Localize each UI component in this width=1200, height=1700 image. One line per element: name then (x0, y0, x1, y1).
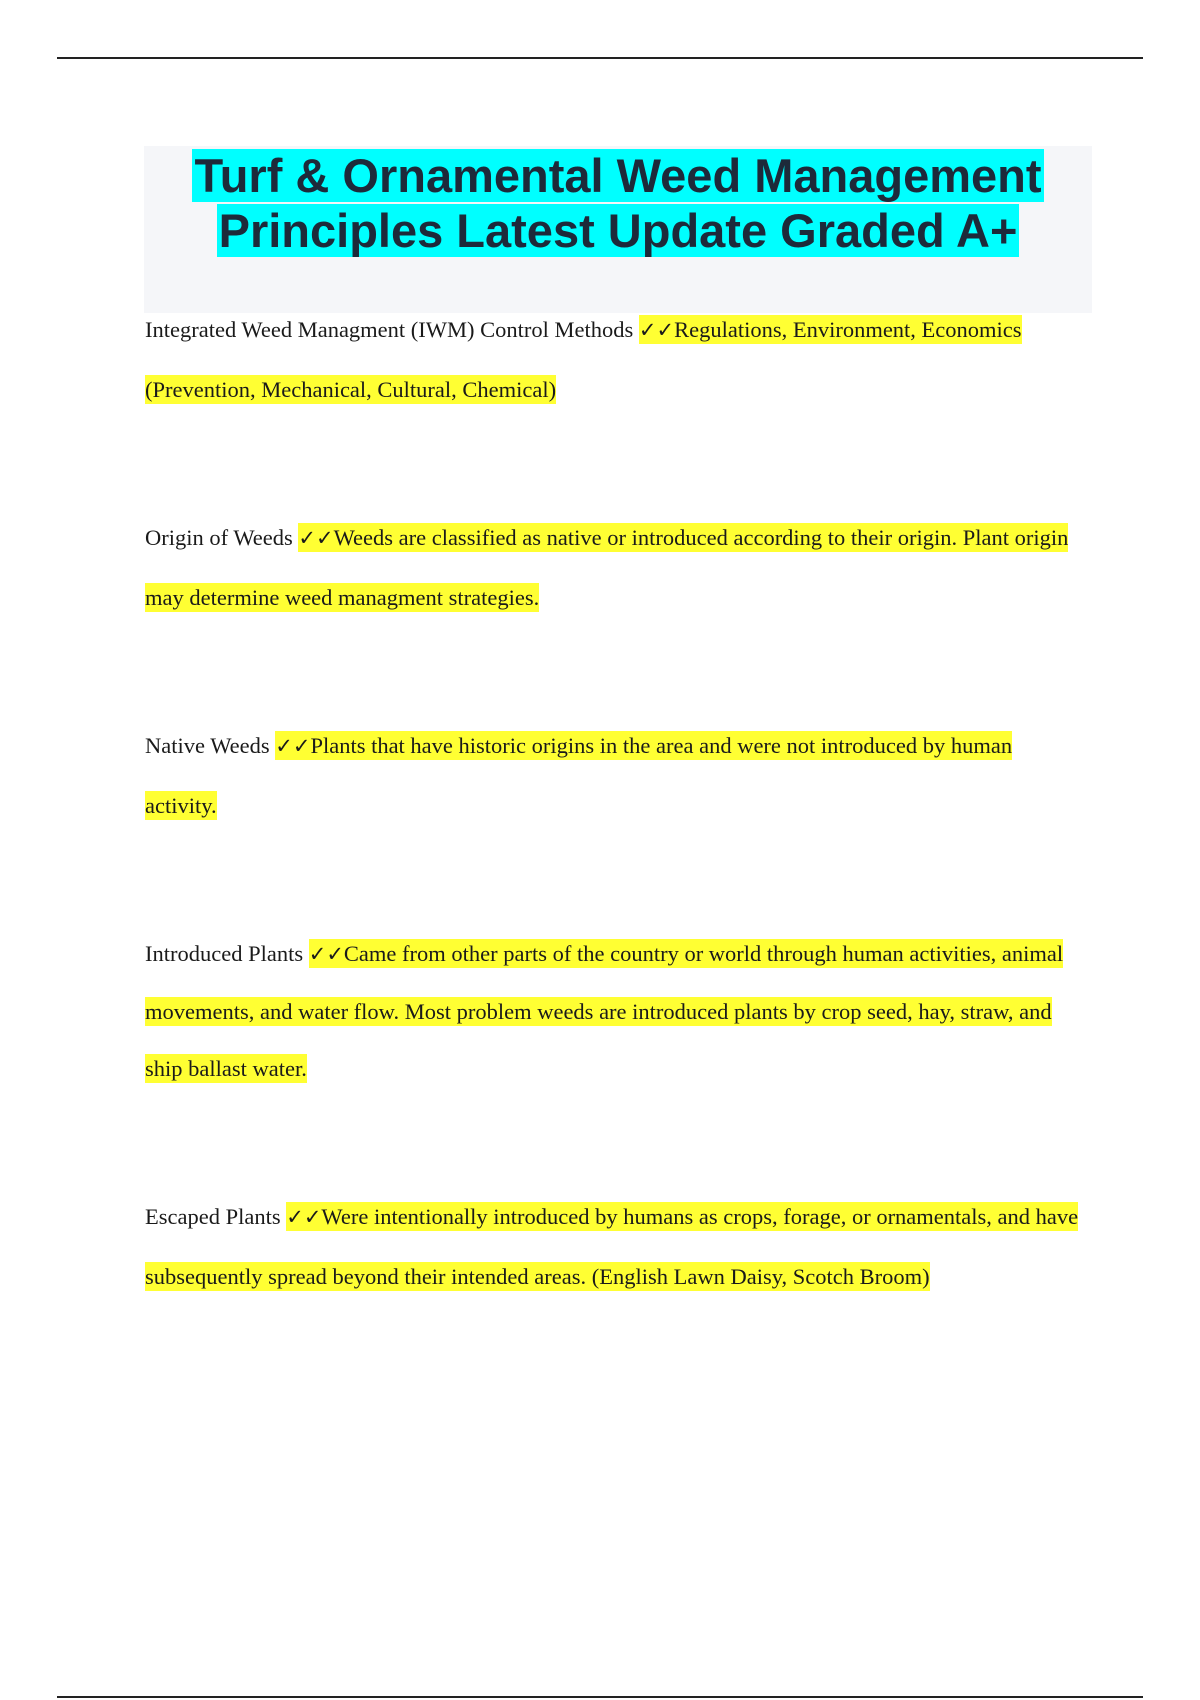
entry-term: Escaped Plants (145, 1204, 281, 1229)
entry-term: Introduced Plants (145, 941, 304, 966)
title-line-2: Principles Latest Update Graded A+ (218, 204, 1018, 257)
entry-definition: Plants that have historic origins in the area and were not introduced by human activity. (145, 733, 1013, 818)
entry-definition: Came from other parts of the country or world through human activities, animal movements, and water flow. Most problem weeds are introduced plants by crop seed, hay, straw, and ship ballast water. (145, 941, 1064, 1081)
title-box (144, 146, 1092, 313)
entry-definition: Regulations, Environment, Economics (Prevention, Mechanical, Cultural, Chemical) (145, 317, 1022, 402)
qa-entry-escaped-plants (145, 1187, 1085, 1307)
double-check-icon: ✓✓ (286, 1205, 322, 1229)
document-title (144, 146, 1092, 258)
bottom-rule (57, 1696, 1143, 1698)
qa-entry-introduced-plants (145, 925, 1085, 1097)
double-check-icon: ✓✓ (275, 734, 311, 758)
top-rule (57, 57, 1143, 59)
entry-term: Native Weeds (145, 733, 270, 758)
entry-term: Origin of Weeds (145, 525, 293, 550)
title-line-1: Turf & Ornamental Weed Management (194, 149, 1042, 202)
double-check-icon: ✓✓ (638, 318, 675, 342)
double-check-icon: ✓✓ (308, 942, 344, 966)
entry-definition: Were intentionally introduced by humans as crops, forage, or ornamentals, and have subsequently spread beyond their intended areas. (English Lawn Daisy, Scotch Broom) (145, 1204, 1079, 1289)
entry-term: Integrated Weed Managment (IWM) Control Methods (145, 317, 634, 342)
entry-answer (145, 1202, 1078, 1291)
entry-definition: Weeds are classified as native or introduced according to their origin. Plant origin may determine weed managment strategies. (145, 525, 1069, 610)
entry-answer (145, 731, 1012, 820)
qa-entry-native-weeds (145, 716, 1085, 836)
qa-entry-iwm-control-methods (145, 300, 1085, 420)
qa-entry-origin-of-weeds (145, 508, 1085, 628)
double-check-icon: ✓✓ (298, 526, 334, 550)
